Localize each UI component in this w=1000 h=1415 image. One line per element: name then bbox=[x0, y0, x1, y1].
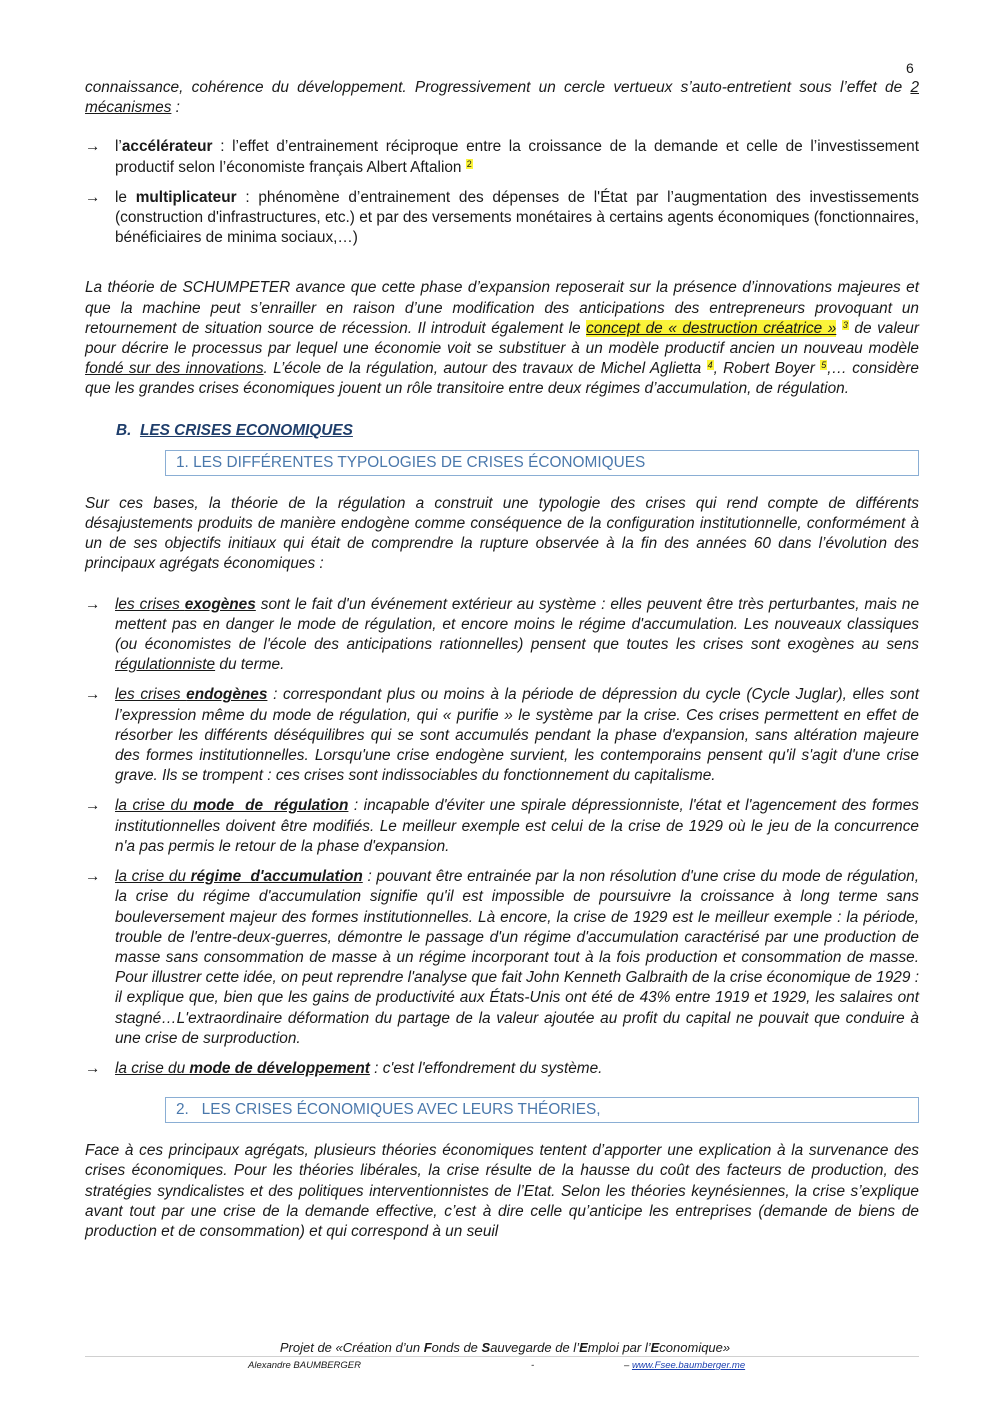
bullet-text: : l’effet d’entrainement réciproque entre la croissance de la demande et celle de l’investissement productif selon l’économiste français Albert Aftalion bbox=[115, 138, 919, 176]
bullet-term: multiplicateur bbox=[135, 188, 237, 206]
crisis-text: : c'est l'effondrement du système. bbox=[369, 1059, 603, 1077]
footer-text: Projet de «Création d’un bbox=[279, 1340, 424, 1355]
section-letter: B. bbox=[116, 421, 132, 439]
regulationniste-underline: régulationniste bbox=[115, 656, 216, 674]
crisis-prefix: la crise du bbox=[115, 797, 194, 815]
crisis-term: mode de régulation bbox=[193, 797, 349, 815]
footnote-ref-2[interactable]: 2 bbox=[466, 158, 472, 169]
footer-project-title bbox=[10, 1340, 1000, 1355]
crisis-term: exogènes bbox=[184, 595, 256, 613]
intro-paragraph bbox=[85, 78, 919, 118]
crisis-item-mode-regulation bbox=[85, 796, 919, 857]
crisis-item-mode-developpement bbox=[85, 1059, 919, 1079]
crisis-prefix: la crise du bbox=[115, 868, 191, 886]
crisis-term: endogènes bbox=[186, 686, 268, 704]
bullet-prefix: l’ bbox=[115, 138, 122, 156]
footer-text: mploi par l’ bbox=[587, 1340, 651, 1355]
schumpeter-text: de valeur pour décrire le processus par lequel une économie voit se substituer à un modèle productif ancien un nouveau modèle bbox=[85, 319, 919, 358]
mechanism-multiplicateur bbox=[85, 188, 919, 249]
page-content bbox=[85, 78, 919, 1242]
bullet-prefix: le bbox=[115, 188, 136, 206]
arrow-icon: → bbox=[85, 797, 101, 815]
bullet-term: accélérateur bbox=[121, 138, 213, 156]
footer-dash: – bbox=[624, 1360, 632, 1371]
crisis-term: mode de développement bbox=[189, 1059, 370, 1077]
schumpeter-text: La théorie de SCHUMPETER avance que cette phase d’expansion reposerait sur la présence d’innovations majeures et que la machine peut s’enrailler en raison d’une modification des anticipations des entrepreneurs provoquant un retournement de situation source de récession. Il introduit également le bbox=[85, 279, 919, 337]
footer-text: onds de bbox=[431, 1340, 482, 1355]
footer-initial: E bbox=[650, 1340, 660, 1355]
footnote-ref-4[interactable]: 4 bbox=[707, 360, 713, 371]
crisis-prefix: la crise du bbox=[115, 1059, 190, 1077]
intro-text: connaissance, cohérence du développement. Progressivement un cercle vertueux s’auto-entretient sous l’effet de bbox=[85, 79, 911, 96]
innovations-underline: fondé sur des innovations bbox=[85, 360, 264, 378]
bullet-text: : phénomène d’entrainement des dépenses de l'État par l’augmentation des investissements (construction d'infrastructures, etc.) et par des versements monétaires à certains agents économiques (fonctionnaires, bénéficiaires de minima sociaux,…) bbox=[115, 188, 919, 247]
subsection-2-heading: 2. LES CRISES ÉCONOMIQUES AVEC LEURS THÉORIES, bbox=[165, 1097, 919, 1123]
arrow-icon: → bbox=[85, 138, 101, 156]
mechanism-accelerateur bbox=[85, 137, 919, 177]
subsection-1-heading: 1. LES DIFFÉRENTES TYPOLOGIES DE CRISES ÉCONOMIQUES bbox=[165, 450, 919, 476]
arrow-icon: → bbox=[85, 1059, 101, 1077]
schumpeter-text: , Robert Boyer bbox=[713, 360, 821, 378]
footnote-ref-5[interactable]: 5 bbox=[821, 360, 827, 371]
destruction-creatrice-highlight: concept de « destruction créatrice » bbox=[586, 319, 837, 337]
footer-initial: F bbox=[423, 1340, 432, 1355]
schumpeter-text: . L’école de la régulation, autour des travaux de Michel Aglietta bbox=[263, 360, 707, 378]
crisis-text: sont le fait d'un événement extérieur au système : elles peuvent être très perturbantes, mais ne mettent pas en danger le mode de régulation, et encore moins le régime d'accumulation. Les nouveaux classiques (ou économistes de l'école des anticipations rationnelles) pensent que toutes les crises sont exogènes au sens bbox=[115, 595, 920, 654]
footer-initial: S bbox=[481, 1340, 491, 1355]
typology-intro: Sur ces bases, la théorie de la régulation a construit une typologie des crises qui rend compte de différents désajustements produits de manière endogène comme conséquence de la configuration institutionnelle, conformément à un de ses objectifs initiaux qui était de comprendre la rupture observée à la fin des années 60 dans l’évolution des principaux agrégats économiques : bbox=[85, 494, 919, 573]
section-title: LES CRISES ECONOMIQUES bbox=[139, 421, 353, 439]
schumpeter-text: ,… considère que les grandes crises économiques jouent un rôle transitoire entre deux régimes d’accumulation, de régulation. bbox=[85, 360, 919, 398]
crisis-item-exogenes bbox=[85, 595, 919, 676]
crisis-prefix: les crises bbox=[115, 595, 185, 613]
footer-text: auvegarde de l’ bbox=[490, 1340, 580, 1355]
crisis-item-regime-accumulation bbox=[85, 867, 919, 1049]
arrow-icon: → bbox=[85, 868, 101, 886]
footer-divider bbox=[85, 1356, 919, 1357]
footer-initial: E bbox=[579, 1340, 588, 1355]
arrow-icon: → bbox=[85, 686, 101, 704]
crisis-text: du terme. bbox=[215, 656, 285, 674]
arrow-icon: → bbox=[85, 595, 101, 613]
crisis-text: : incapable d'éviter une spirale dépressionniste, l'état et l'agencement des formes institutionnelles doivent être modifiés. Le meilleur exemple est celui de la crise de 1929 où le jeu de la concurrence n'a pas permis le retour de la phase d'expansion. bbox=[115, 797, 919, 855]
schumpeter-paragraph bbox=[85, 278, 919, 399]
mechanisms-link: 2 mécanismes bbox=[85, 79, 919, 117]
crisis-term: régime d'accumulation bbox=[190, 868, 363, 886]
crisis-text: : correspondant plus ou moins à la période de dépression du cycle (Cycle Juglar), elles sont l’expression même du mode de régulation, qui « purifie » le système par la crise. Ces crises permettent en effet de résorber les différents déséquilibres qui se sont accumulés pendant la phase d'expansion, sans altération majeure des formes institutionnelles. Lorsqu'une crise endogène survient, les contemporains pensent qu'il s'agit d'une crise grave. Ils se trompent : ces crises sont indissociables du fonctionnement du capitalisme. bbox=[115, 686, 919, 785]
arrow-icon: → bbox=[85, 188, 101, 206]
section-b-heading bbox=[116, 421, 919, 441]
footer-text: conomique» bbox=[659, 1340, 731, 1355]
footer-separator: - bbox=[531, 1360, 535, 1371]
footer-author: Alexandre BAUMBERGER bbox=[248, 1360, 361, 1371]
theories-paragraph: Face à ces principaux agrégats, plusieurs théories économiques tentent d’apporter une explication à la survenance des crises économiques. Pour les théories libérales, la crise résulte de la hausse du coût des facteurs de production, des stratégies syndicalistes et des politiques interventionnistes de l’Etat. Selon les théories keynésiennes, la crise s’explique avant tout par une crise de la demande effective, c’est à dire celle qu’anticipe les entreprises (demande de biens de production et de consommation) et qui correspond à un seuil bbox=[85, 1142, 919, 1240]
crisis-item-endogenes bbox=[85, 685, 919, 786]
crisis-prefix: les crises bbox=[115, 686, 187, 704]
crisis-text: : pouvant être entrainée par la non résolution d'une crise du mode de régulation, la crise du régime d'accumulation signifie qu'il est impossible de poursuivre la croissance à long terme sans bouleversement majeur des formes institutionnelles. Là encore, la crise de 1929 est le meilleur exemple : la période, trouble de l'entre-deux-guerres, démontre le passage d'un régime d'accumulation caractérisé par une production de masse sans consommation de masse à un régime incorporant tout à la fois production et consommation de masse. Pour illustrer cette idée, on peut reprendre l'analyse que fait John Kenneth Galbraith de la crise économique de 1929 : il explique que, bien que les gains de productivité aux États-Unis ont été de 43% entre 1919 et 1929, les salaires ont stagné…L'extraordinaire déformation du partage de la valeur ajoutée au profit du capital ne pouvait que conduire à une crise de surproduction. bbox=[115, 868, 919, 1047]
footnote-ref-3[interactable]: 3 bbox=[842, 319, 848, 330]
page-number: 6 bbox=[906, 60, 914, 76]
footer-website-link[interactable]: www.Fsee.baumberger.me bbox=[631, 1360, 746, 1371]
intro-end: : bbox=[171, 99, 180, 117]
page-footer bbox=[0, 1340, 1000, 1371]
